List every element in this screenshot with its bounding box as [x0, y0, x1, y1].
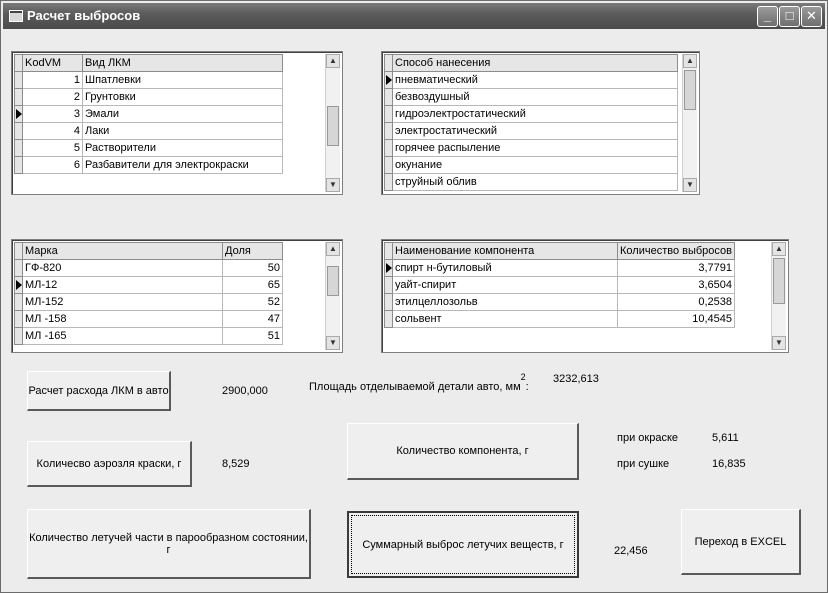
table-row[interactable] — [15, 157, 283, 174]
table-row[interactable] — [15, 294, 283, 311]
scroll-thumb[interactable] — [327, 266, 339, 296]
cell-name[interactable]: Грунтовки — [83, 89, 283, 106]
row-indicator[interactable] — [385, 294, 393, 311]
minimize-button[interactable]: _ — [757, 6, 778, 27]
table-row[interactable] — [385, 123, 678, 140]
column-header-brand[interactable]: Марка — [23, 243, 223, 260]
maximize-button[interactable]: □ — [779, 6, 800, 27]
cell-name[interactable]: Эмали — [83, 106, 283, 123]
column-header-component[interactable]: Наименование компонента — [393, 243, 618, 260]
column-header-kodvm[interactable]: KodVM — [23, 55, 83, 72]
scroll-down-arrow-icon[interactable]: ▼ — [772, 336, 786, 350]
row-indicator[interactable] — [385, 123, 393, 140]
cell-code[interactable]: 3 — [23, 106, 83, 123]
total-volatile-emission-button[interactable]: Суммарный выброс летучих веществ, г — [347, 511, 579, 578]
row-indicator[interactable] — [15, 328, 23, 345]
cell-code[interactable]: 2 — [23, 89, 83, 106]
table-row[interactable] — [385, 106, 678, 123]
vertical-scrollbar[interactable] — [325, 242, 340, 350]
cell-code[interactable]: 4 — [23, 123, 83, 140]
cell-name[interactable]: Растворители — [83, 140, 283, 157]
lkm-consumption-value: 2900,000 — [222, 385, 268, 397]
row-indicator[interactable] — [385, 311, 393, 328]
drying-value: 16,835 — [712, 458, 746, 470]
row-indicator[interactable] — [15, 260, 23, 277]
table-row-current[interactable] — [15, 277, 283, 294]
cell-name[interactable]: Разбавители для электрокраски — [83, 157, 283, 174]
current-row-pointer-icon — [16, 280, 22, 290]
cell-emission[interactable]: 10,4545 — [618, 311, 735, 328]
table-row[interactable] — [15, 89, 283, 106]
table-row[interactable] — [385, 157, 678, 174]
row-indicator[interactable] — [15, 311, 23, 328]
cell-name[interactable]: Шпатлевки — [83, 72, 283, 89]
drying-label: при сушке — [617, 458, 670, 470]
table-row[interactable] — [385, 277, 735, 294]
table-row-current[interactable] — [385, 72, 678, 89]
lkm-type-grid[interactable] — [11, 51, 343, 195]
vertical-scrollbar[interactable] — [682, 54, 697, 192]
cell-method[interactable]: гидроэлектростатический — [393, 106, 678, 123]
row-indicator[interactable] — [385, 260, 393, 277]
export-excel-button[interactable]: Переход в EXCEL — [681, 509, 801, 575]
scroll-down-arrow-icon[interactable]: ▼ — [326, 178, 340, 192]
row-indicator-header — [385, 243, 393, 260]
brand-grid[interactable] — [11, 239, 343, 353]
current-row-pointer-icon — [386, 75, 392, 85]
row-indicator[interactable] — [15, 72, 23, 89]
row-indicator[interactable] — [15, 277, 23, 294]
cell-code[interactable]: 1 — [23, 72, 83, 89]
column-header-lkm-type[interactable]: Вид ЛКМ — [83, 55, 283, 72]
row-indicator[interactable] — [15, 157, 23, 174]
row-indicator-header — [15, 243, 23, 260]
row-indicator[interactable] — [385, 157, 393, 174]
scroll-up-arrow-icon[interactable]: ▲ — [326, 242, 340, 256]
table-row[interactable] — [15, 311, 283, 328]
table-row[interactable] — [385, 140, 678, 157]
cell-method[interactable]: горячее распыление — [393, 140, 678, 157]
cell-emission[interactable]: 0,2538 — [618, 294, 735, 311]
cell-component[interactable]: спирт н-бутиловый — [393, 260, 618, 277]
cell-brand[interactable]: МЛ -158 — [23, 311, 223, 328]
cell-component[interactable]: этилцеллозольв — [393, 294, 618, 311]
row-indicator[interactable] — [385, 174, 393, 191]
window-app-icon — [9, 10, 23, 22]
row-indicator[interactable] — [385, 140, 393, 157]
table-row[interactable] — [385, 294, 735, 311]
cell-method[interactable]: электростатический — [393, 123, 678, 140]
row-indicator[interactable] — [385, 89, 393, 106]
column-header-emission[interactable]: Количество выбросов — [618, 243, 735, 260]
cell-code[interactable]: 6 — [23, 157, 83, 174]
title-bar[interactable] — [3, 3, 825, 29]
component-amount-button[interactable]: Количество компонента, г — [347, 423, 579, 480]
row-indicator[interactable] — [15, 294, 23, 311]
cell-brand[interactable]: МЛ-152 — [23, 294, 223, 311]
cell-share[interactable]: 65 — [223, 277, 283, 294]
scroll-up-arrow-icon[interactable]: ▲ — [326, 54, 340, 68]
area-label-text: Площадь отделываемой детали авто, мм — [309, 381, 521, 393]
area-label-superscript: 2 — [520, 372, 526, 382]
row-indicator[interactable] — [385, 72, 393, 89]
table-row-current[interactable] — [15, 106, 283, 123]
scroll-down-arrow-icon[interactable]: ▼ — [326, 336, 340, 350]
scroll-up-arrow-icon[interactable]: ▲ — [772, 242, 786, 256]
cell-code[interactable]: 5 — [23, 140, 83, 157]
volatile-vapor-button[interactable]: Количество летучей части в парообразном состоянии, г — [27, 509, 311, 579]
total-emission-value: 22,456 — [614, 545, 648, 557]
table-row[interactable] — [15, 140, 283, 157]
window-title: Расчет выбросов — [27, 8, 141, 23]
row-indicator[interactable] — [15, 140, 23, 157]
table-row[interactable] — [385, 311, 735, 328]
current-row-pointer-icon — [386, 263, 392, 273]
table-row[interactable] — [15, 123, 283, 140]
cell-method[interactable]: окунание — [393, 157, 678, 174]
scroll-up-arrow-icon[interactable]: ▲ — [683, 54, 697, 68]
component-emission-grid[interactable] — [381, 239, 789, 353]
table-row[interactable] — [15, 72, 283, 89]
cell-brand[interactable]: МЛ-12 — [23, 277, 223, 294]
painting-value: 5,611 — [712, 432, 739, 444]
scroll-thumb[interactable] — [327, 106, 339, 146]
table-row[interactable] — [15, 260, 283, 277]
column-header-share[interactable]: Доля — [223, 243, 283, 260]
calc-lkm-button[interactable]: Расчет расхода ЛКМ в авто — [27, 371, 171, 411]
application-method-grid[interactable] — [381, 51, 700, 195]
vertical-scrollbar[interactable] — [771, 242, 786, 350]
row-indicator[interactable] — [385, 106, 393, 123]
painting-label: при окраске — [617, 432, 678, 444]
cell-share[interactable]: 47 — [223, 311, 283, 328]
vertical-scrollbar[interactable] — [325, 54, 340, 192]
aerosol-value: 8,529 — [222, 458, 250, 470]
area-label-colon: : — [525, 381, 529, 393]
table-row-current[interactable] — [385, 260, 735, 277]
table-row[interactable] — [385, 89, 678, 106]
area-label — [309, 372, 529, 393]
cell-share[interactable]: 50 — [223, 260, 283, 277]
close-button[interactable]: ✕ — [801, 6, 822, 27]
cell-emission[interactable]: 3,7791 — [618, 260, 735, 277]
cell-share[interactable]: 52 — [223, 294, 283, 311]
column-header-method[interactable]: Способ нанесения — [393, 55, 678, 72]
row-indicator[interactable] — [15, 106, 23, 123]
table-row[interactable] — [15, 328, 283, 345]
scroll-down-arrow-icon[interactable]: ▼ — [683, 178, 697, 192]
row-indicator[interactable] — [15, 89, 23, 106]
scroll-thumb[interactable] — [773, 258, 785, 304]
area-value: 3232,613 — [553, 373, 599, 385]
row-indicator[interactable] — [15, 123, 23, 140]
scroll-thumb[interactable] — [684, 70, 696, 110]
cell-brand[interactable]: МЛ -165 — [23, 328, 223, 345]
cell-emission[interactable]: 3,6504 — [618, 277, 735, 294]
cell-share[interactable]: 51 — [223, 328, 283, 345]
cell-component[interactable]: уайт-спирит — [393, 277, 618, 294]
row-indicator-header — [15, 55, 23, 72]
current-row-pointer-icon — [16, 109, 22, 119]
cell-component[interactable]: сольвент — [393, 311, 618, 328]
table-row[interactable] — [385, 174, 678, 191]
cell-method[interactable]: безвоздушный — [393, 89, 678, 106]
row-indicator-header — [385, 55, 393, 72]
cell-name[interactable]: Лаки — [83, 123, 283, 140]
cell-brand[interactable]: ГФ-820 — [23, 260, 223, 277]
cell-method[interactable]: пневматический — [393, 72, 678, 89]
aerosol-amount-button[interactable]: Количесво аэрозля краски, г — [27, 441, 192, 487]
cell-method[interactable]: струйный облив — [393, 174, 678, 191]
row-indicator[interactable] — [385, 277, 393, 294]
